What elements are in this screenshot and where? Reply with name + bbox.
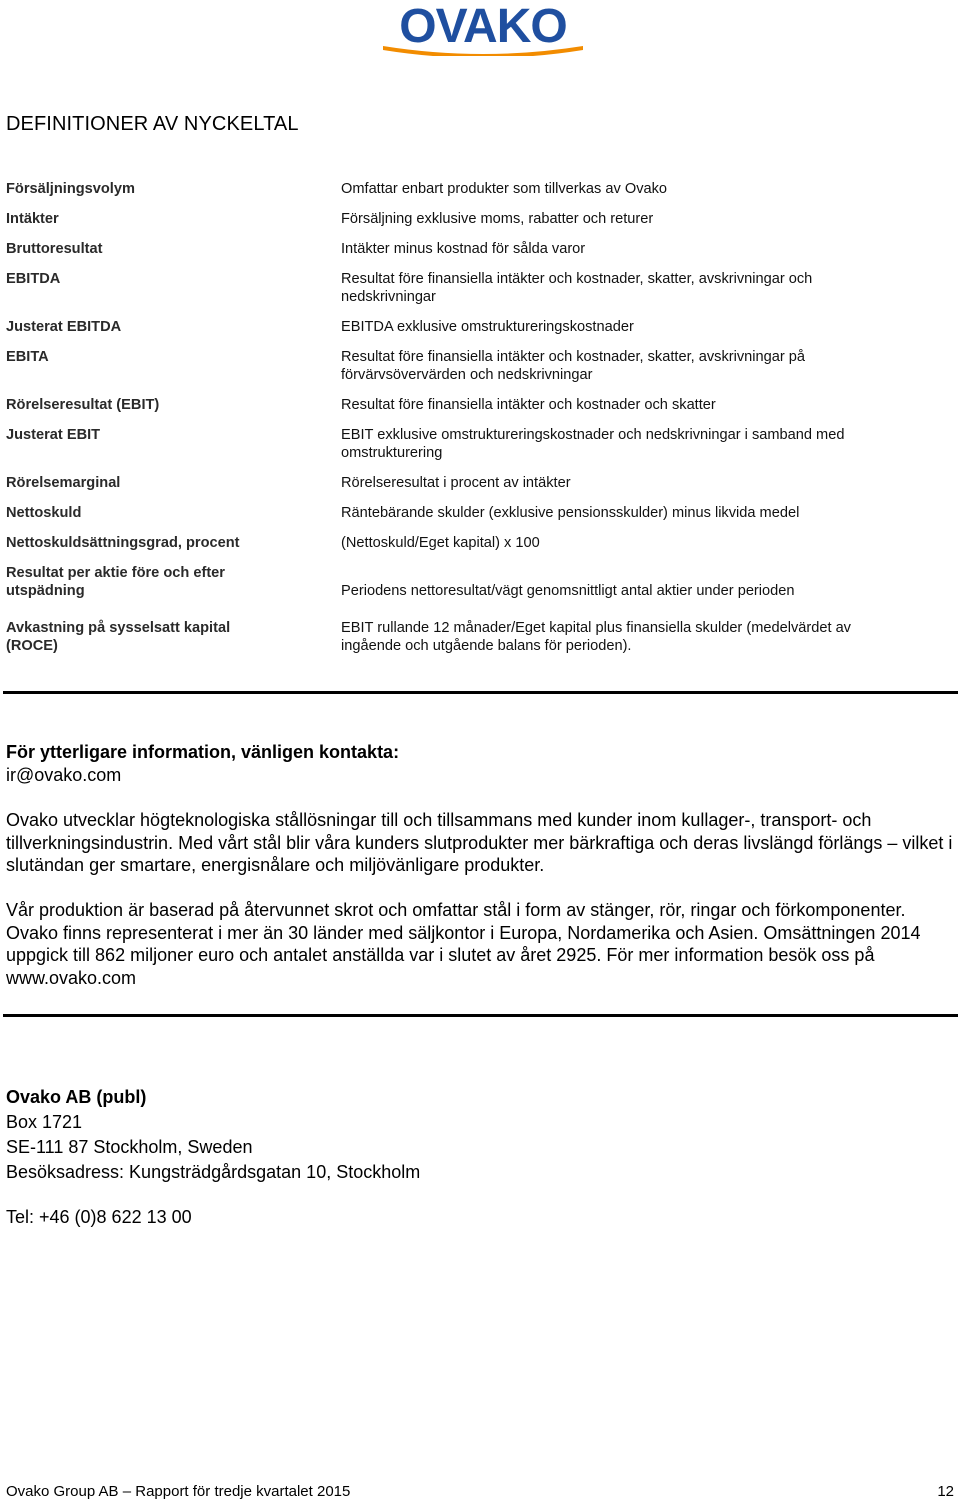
page-number: 12 [937, 1483, 954, 1500]
address-box: Box 1721 [6, 1112, 83, 1132]
definition-term: EBITA [6, 349, 49, 365]
address-block [6, 1085, 956, 1230]
definition-term: Rörelseresultat (EBIT) [6, 397, 160, 413]
definition-text: Rörelseresultat i procent av intäkter [341, 475, 571, 491]
contact-section [6, 741, 956, 786]
divider [3, 1014, 958, 1017]
definition-term: EBITDA [6, 271, 61, 287]
contact-email[interactable]: ir@ovako.com [6, 764, 122, 785]
phone-number: Tel: +46 (0)8 622 13 00 [6, 1207, 192, 1227]
definition-text: Omfattar enbart produkter som tillverkas av Ovako [341, 181, 668, 197]
definition-term: Justerat EBITDA [6, 319, 122, 335]
definition-term: Resultat per aktie före och efter utspädning [6, 565, 225, 599]
footer-report-title: Ovako Group AB – Rapport för tredje kvartalet 2015 [6, 1483, 351, 1500]
address-postal: SE-111 87 Stockholm, Sweden [6, 1137, 253, 1157]
definition-text: Intäkter minus kostnad för sålda varor [341, 241, 586, 257]
definition-term: Nettoskuld [6, 505, 82, 521]
definition-term: Försäljningsvolym [6, 181, 135, 197]
company-description: Vår produktion är baserad på återvunnet skrot och omfattar stål i form av stänger, rör, ringar och förkomponenter. Ovako finns representerat i mer än 30 länder med säljkontor i Europa, Nordamerika och Asien. Omsättningen 2014 uppgick till 862 miljoner euro och antalet anställda var i slutet av året 2925. För mer information besök oss på www.ovako.com [6, 900, 921, 988]
definition-text: Resultat före finansiella intäkter och kostnader, skatter, avskrivningar och nedskrivningar [341, 271, 813, 305]
definition-text: Periodens nettoresultat/vägt genomsnittligt antal aktier under perioden [341, 583, 795, 599]
divider [3, 691, 958, 694]
definition-term: Intäkter [6, 211, 59, 227]
logo-text: OVAKO [399, 0, 567, 53]
company-name: Ovako AB (publ) [6, 1087, 147, 1107]
definition-text: Räntebärande skulder (exklusive pensionsskulder) minus likvida medel [341, 505, 800, 521]
definition-term: Nettoskuldsättningsgrad, procent [6, 535, 240, 551]
definition-text: EBIT rullande 12 månader/Eget kapital plus finansiella skulder (medelvärdet av ingående och utgående balans för perioden). [341, 620, 851, 654]
contact-heading: För ytterligare information, vänligen kontakta: [6, 742, 400, 762]
definition-term: Rörelsemarginal [6, 475, 121, 491]
definition-text: EBIT exklusive omstruktureringskostnader och nedskrivningar i samband med omstrukturering [341, 427, 845, 461]
definition-term: Bruttoresultat [6, 241, 103, 257]
definition-text: (Nettoskuld/Eget kapital) x 100 [341, 535, 540, 551]
company-description: Ovako utvecklar högteknologiska stållösningar till och tillsammans med kunder inom kullager-, transport- och tillverkningsindustrin. Med vårt stål blir våra kunders slutprodukter mer bärkraftiga och deras livslängd förlängs – vilket i slutändan ger smartare, energisnålare och miljövänligare produkter. [6, 810, 953, 875]
definition-text: EBITDA exklusive omstruktureringskostnader [341, 319, 634, 335]
definition-text: Resultat före finansiella intäkter och kostnader, skatter, avskrivningar på förvärvsövervärden och nedskrivningar [341, 349, 805, 383]
definition-text: Resultat före finansiella intäkter och kostnader och skatter [341, 397, 716, 413]
address-visit: Besöksadress: Kungsträdgårdsgatan 10, Stockholm [6, 1162, 421, 1182]
definition-text: Försäljning exklusive moms, rabatter och returer [341, 211, 654, 227]
ovako-logo [375, 0, 591, 56]
definition-term: Justerat EBIT [6, 427, 101, 443]
page-title: DEFINITIONER AV NYCKELTAL [6, 113, 299, 135]
definition-term: Avkastning på sysselsatt kapital (ROCE) [6, 620, 231, 654]
